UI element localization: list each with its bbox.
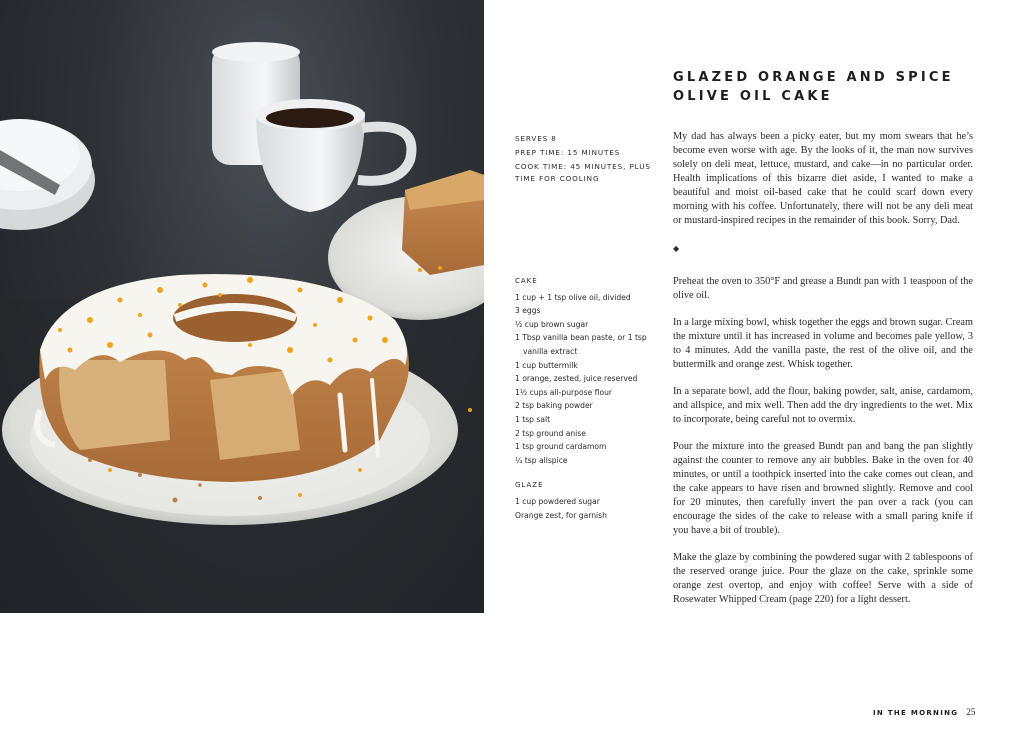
method-step: In a large mixing bowl, whisk together the eggs and brown sugar. Cream the mixture until it has increased in volume and becomes pale yellow, 3 to 4 minutes. Add the vanilla paste, the rest of the olive oil, and the buttermilk and orange zest. Whisk together. — [673, 317, 973, 370]
ingredient-item: 2 tsp ground anise — [515, 428, 586, 438]
recipe-title — [673, 68, 973, 106]
glaze-ingredients-heading: GLAZE — [515, 481, 544, 490]
cake-photo-illustration — [0, 0, 484, 613]
ingredient-item: 1 orange, zested, juice reserved — [515, 374, 638, 384]
section-name: IN THE MORNING — [873, 709, 959, 717]
recipe-title-line-1: GLAZED ORANGE AND SPICE — [673, 70, 954, 85]
method-step: Pour the mixture into the greased Bundt pan and bang the pan slightly against the counter to remove any air bubbles. Bake in the oven for 40 minutes, or until a toothpick inserted into the cake comes out clean, and the cake appears to have risen and browned slightly. Remove and cool for 20 minutes, then carefully invert the pan over a rack (you can encourage the sides of the cake to release with a small paring knife if you have a bit of trouble). — [673, 441, 973, 536]
ingredient-item: 1 tsp ground cardamom — [515, 442, 607, 452]
ingredient-item: ½ cup brown sugar — [515, 319, 589, 329]
ingredient-item: 1 cup buttermilk — [515, 360, 578, 370]
recipe-meta — [515, 133, 665, 187]
serves-label: SERVES 8 — [515, 134, 557, 143]
ingredient-item: 1 Tbsp vanilla bean paste, or 1 tsp vanilla extract — [515, 333, 647, 356]
ingredient-item: 2 tsp baking powder — [515, 401, 593, 411]
ingredient-item: 1½ cups all-purpose flour — [515, 387, 613, 397]
method-step: In a separate bowl, add the flour, baking powder, salt, anise, cardamom, and allspice, and mix well. Then add the dry ingredients to the wet. Mix to incorporate, being careful not to overmix. — [673, 386, 973, 425]
method-step: Preheat the oven to 350°F and grease a Bundt pan with 1 teaspoon of the olive oil. — [673, 276, 973, 301]
ingredient-item: Orange zest, for garnish — [515, 510, 607, 520]
ingredient-item: 1 cup powdered sugar — [515, 496, 600, 506]
cook-time-label: COOK TIME: 45 MINUTES, PLUS TIME FOR COOLING — [515, 162, 651, 183]
recipe-title-line-2: OLIVE OIL CAKE — [673, 89, 833, 104]
cake-photo — [0, 0, 484, 613]
intro-paragraph: My dad has always been a picky eater, but my mom swears that he’s become even worse with age. By the looks of it, the man now survives solely on deli meat, lettuce, mustard, and cake—in no particular order. Health implications of this bizarre diet aside, I wanted to make a beautiful and moist oil-based cake that he could scarf down every morning with his coffee. Unfortunately, there will not be any deli meat or mustard-inspired recipes in the remainder of this book. Sorry, Dad. — [673, 131, 973, 226]
prep-time-label: PREP TIME: 15 MINUTES — [515, 148, 621, 157]
method-step: Make the glaze by combining the powdered sugar with 2 tablespoons of the reserved orange juice. Pour the glaze on the cake, sprinkle some orange zest overtop, and enjoy with coffee! Serve with a side of Rosewater Whipped Cream (page 220) for a light dessert. — [673, 552, 973, 605]
diamond-divider-icon: ◆ — [673, 244, 680, 253]
ingredient-item: ¼ tsp allspice — [515, 455, 568, 465]
recipe-body — [673, 130, 973, 620]
page-number: 25 — [966, 707, 976, 717]
ingredients-list — [515, 275, 665, 522]
cake-ingredients-heading: CAKE — [515, 277, 538, 285]
ingredient-item: 1 cup + 1 tsp olive oil, divided — [515, 292, 631, 302]
page-footer — [873, 707, 975, 717]
ingredient-item: 3 eggs — [515, 306, 541, 316]
ingredient-item: 1 tsp salt — [515, 414, 551, 424]
